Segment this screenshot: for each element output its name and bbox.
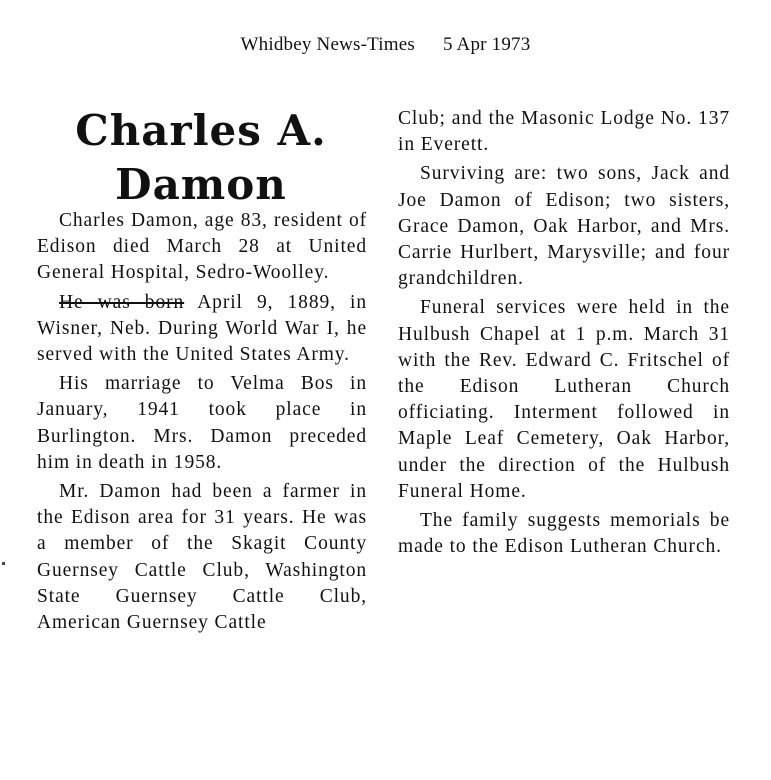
- paragraph-career: Mr. Damon had been a farmer in the Edison area for 31 years. He was a member of the Skagit County Guernsey Cattle Club, Washington State Guernsey Cattle Club, American Guernsey Cattle: [37, 481, 367, 634]
- publication-date: 5 Apr 1973: [442, 34, 531, 55]
- paragraph-birth: [37, 290, 367, 369]
- paragraph-career-continued: Club; and the Masonic Lodge No. 137 in Everett.: [398, 108, 730, 156]
- paragraph-memorials: The family suggests memorials be made to the Edison Lutheran Church.: [398, 510, 730, 558]
- publication-name: Whidbey News-Times: [240, 34, 415, 55]
- headline-line-1: Charles A.: [75, 106, 327, 155]
- obituary-headline: [36, 104, 366, 212]
- paragraph-funeral: Funeral services were held in the Hulbush Chapel at 1 p.m. March 31 with the Rev. Edward C. Fritschel of the Edison Lutheran Church officiating. Interment followed in Maple Leaf Cemetery, Oak Harbor, under the direction of the Hulbush Funeral Home.: [398, 297, 730, 502]
- paragraph-survivors: Surviving are: two sons, Jack and Joe Damon of Edison; two sisters, Grace Damon, Oak Harbor, and Mrs. Carrie Hurlbert, Marysville; and four grandchildren.: [398, 163, 730, 290]
- article-column-left: [37, 208, 367, 636]
- article-column-right: [398, 106, 730, 560]
- paragraph-death-notice: Charles Damon, age 83, resident of Edison died March 28 at United General Hospital, Sedro-Woolley.: [37, 210, 367, 284]
- paragraph-marriage: His marriage to Velma Bos in January, 1941 took place in Burlington. Mrs. Damon preceded him in death in 1958.: [37, 373, 367, 473]
- scan-mark: [2, 562, 5, 565]
- headline-line-2: Damon: [115, 160, 287, 209]
- page-header: [0, 34, 771, 56]
- paragraph-birth-text: April 9, 1889, in Wisner, Neb. During World War I, he served with the United States Army.: [37, 291, 367, 366]
- struck-text: He was born: [59, 291, 185, 313]
